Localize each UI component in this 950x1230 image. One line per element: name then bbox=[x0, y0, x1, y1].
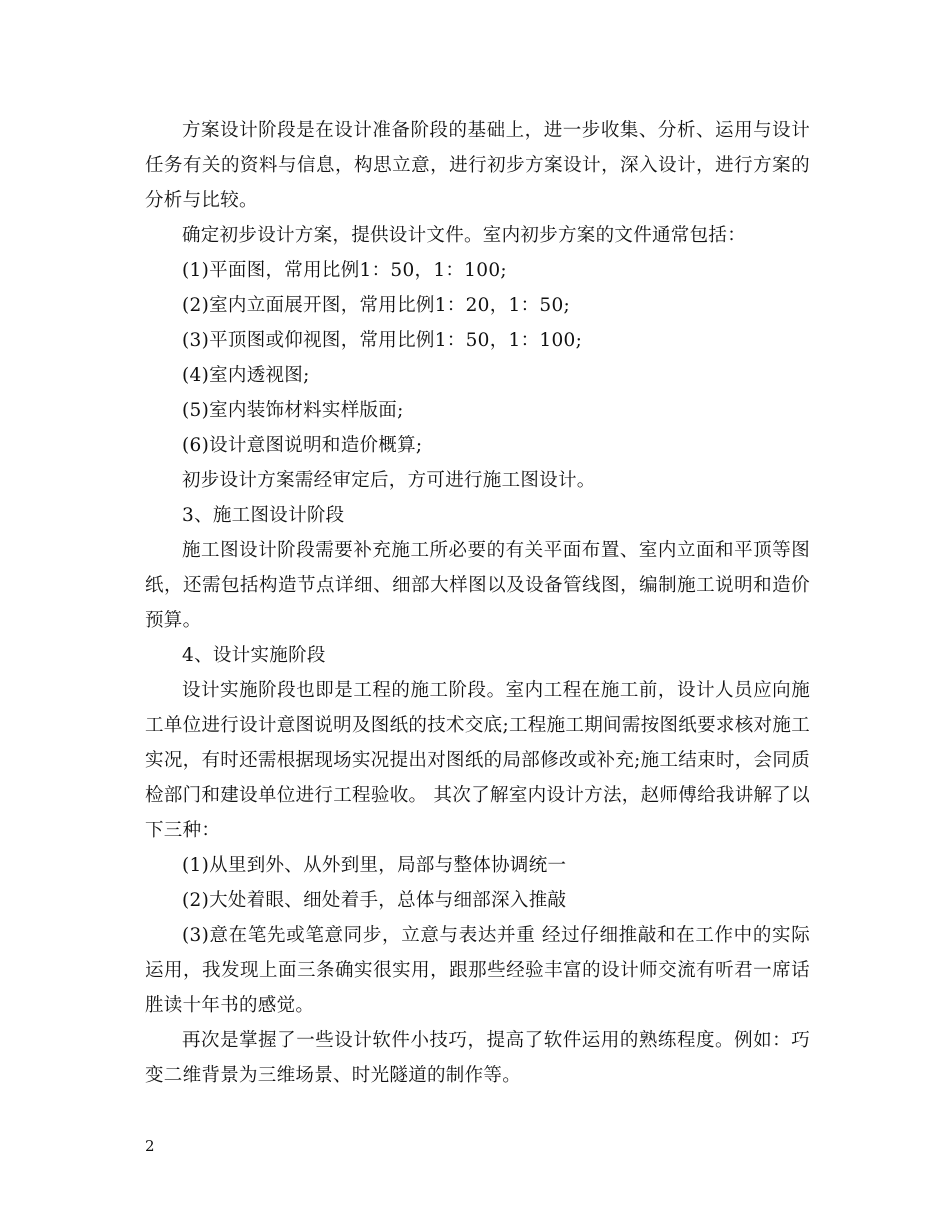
paragraph-approval: 初步设计方案需经审定后，方可进行施工图设计。 bbox=[182, 470, 596, 491]
section-heading-construction-drawings: 3、施工图设计阶段 bbox=[182, 505, 345, 526]
list-item-ceiling-plan: (3)平顶图或仰视图，常用比例1：50，1：100; bbox=[182, 330, 583, 351]
paragraph-construction-drawings: 施工图设计阶段需要补充施工所必要的有关平面布置、室内立面和平顶等图纸，还需包括构造节点详细、细部大样图以及设备管线图，编制施工说明和造价预算。 bbox=[145, 540, 810, 631]
list-item-material-samples: (5)室内装饰材料实样版面; bbox=[182, 400, 404, 421]
paragraph-preliminary-scheme: 确定初步设计方案，提供设计文件。室内初步方案的文件通常包括： bbox=[182, 225, 747, 246]
list-item-method-1: (1)从里到外、从外到里，局部与整体协调统一 bbox=[182, 855, 567, 876]
section-heading-implementation: 4、设计实施阶段 bbox=[182, 645, 326, 666]
paragraph-scheme-design-stage: 方案设计阶段是在设计准备阶段的基础上，进一步收集、分析、运用与设计任务有关的资料与信息，构思立意，进行初步方案设计，深入设计，进行方案的分析与比较。 bbox=[145, 120, 810, 211]
list-item-method-2: (2)大处着眼、细处着手，总体与细部深入推敲 bbox=[182, 890, 567, 911]
list-item-method-3: (3)意在笔先或笔意同步，立意与表达并重 经过仔细推敲和在工作中的实际运用，我发现上面三条确实很实用，跟那些经验丰富的设计师交流有听君一席话胜读十年书的感觉。 bbox=[145, 925, 810, 1016]
list-item-design-intent: (6)设计意图说明和造价概算; bbox=[182, 435, 423, 456]
list-item-perspective: (4)室内透视图; bbox=[182, 365, 310, 386]
list-item-elevation: (2)室内立面展开图，常用比例1：20，1：50; bbox=[182, 295, 571, 316]
paragraph-software-tips: 再次是掌握了一些设计软件小技巧，提高了软件运用的熟练程度。例如：巧变二维背景为三维场景、时光隧道的制作等。 bbox=[145, 1030, 810, 1086]
list-item-floor-plan: (1)平面图，常用比例1：50，1：100; bbox=[182, 260, 507, 281]
paragraph-implementation: 设计实施阶段也即是工程的施工阶段。室内工程在施工前，设计人员应向施工单位进行设计意图说明及图纸的技术交底;工程施工期间需按图纸要求核对施工实况，有时还需根据现场实况提出对图纸的局部修改或补充;施工结束时，会同质检部门和建设单位进行工程验收。 其次了解室内设计方法，赵师傅给我讲解了以下三种： bbox=[145, 680, 810, 841]
document-body bbox=[145, 113, 810, 1093]
page-number: 2 bbox=[145, 1137, 155, 1155]
